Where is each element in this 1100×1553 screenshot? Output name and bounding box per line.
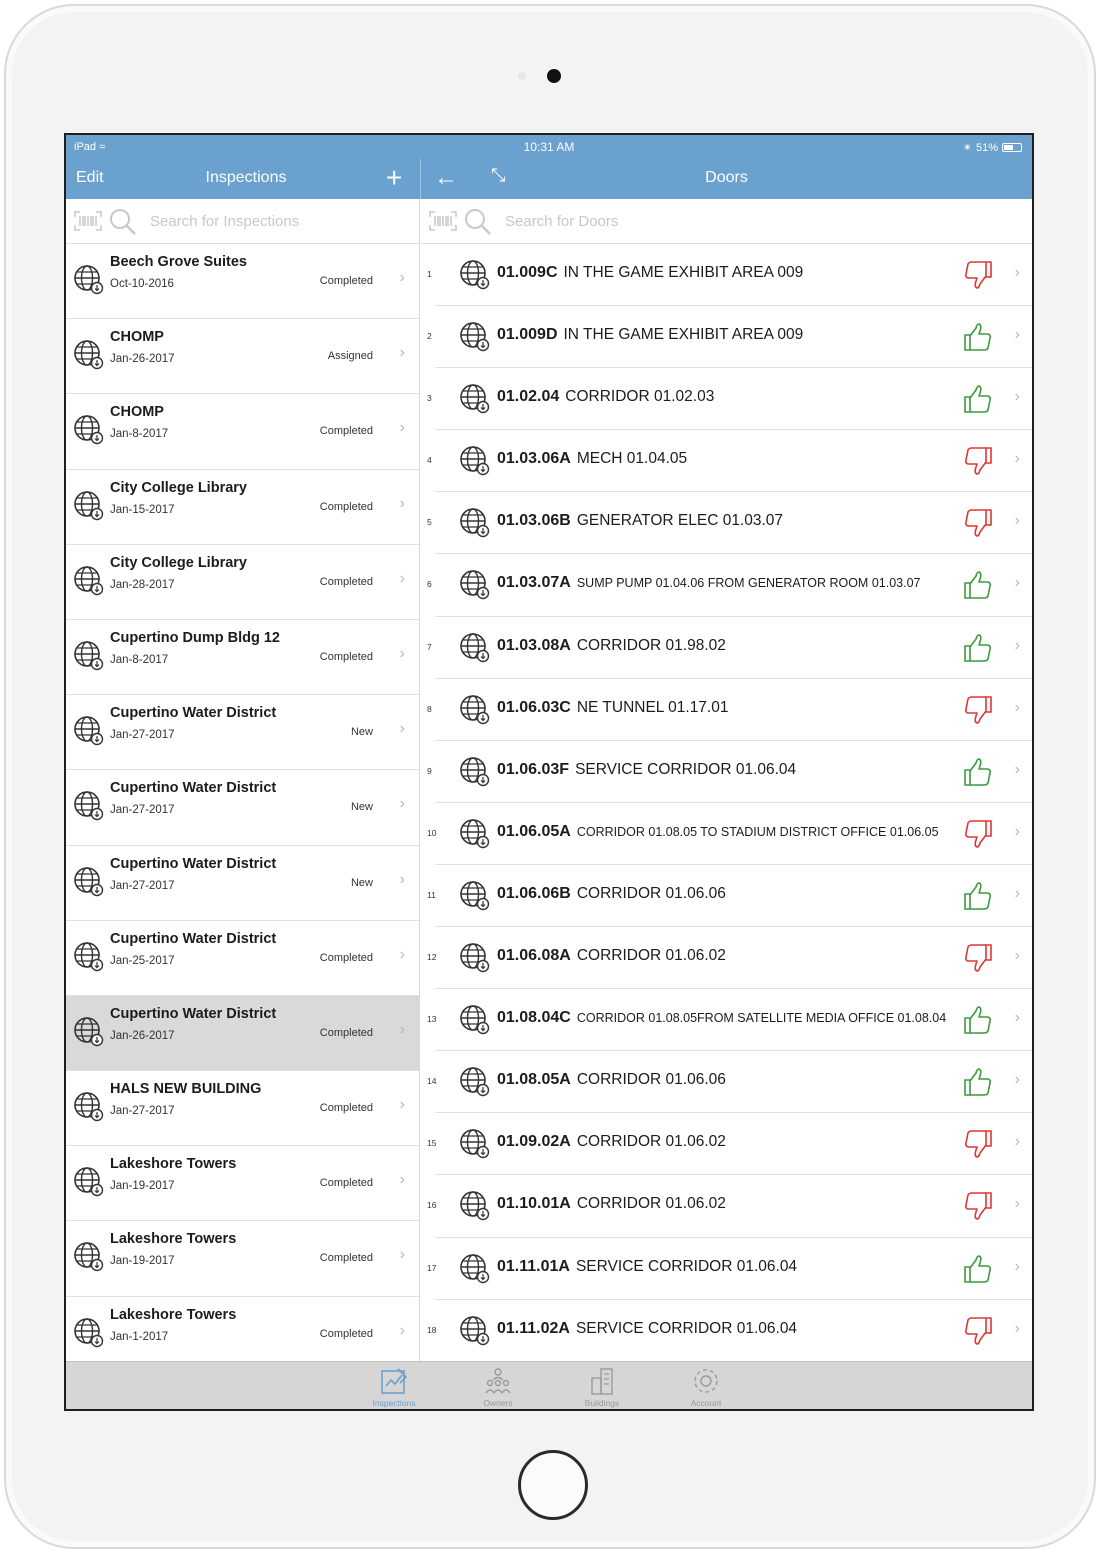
inspection-date: Jan-15-2017: [110, 503, 175, 516]
doors-title: Doors: [705, 169, 748, 186]
chevron-right-icon: ›: [1014, 264, 1020, 281]
inspection-name: Cupertino Water District: [110, 1005, 277, 1022]
inspection-row[interactable]: [66, 620, 419, 695]
inspection-row[interactable]: [66, 1071, 419, 1146]
door-code: 01.03.06B: [497, 512, 571, 530]
globe-download-icon: [459, 756, 491, 788]
inspection-status: Assigned: [327, 350, 373, 363]
inspection-status: New: [350, 726, 373, 739]
door-row[interactable]: [421, 865, 1032, 927]
doors-search-bar: [421, 199, 1032, 244]
inspection-row[interactable]: [66, 996, 419, 1071]
thumbs-up-icon[interactable]: [962, 383, 994, 415]
inspection-row[interactable]: [66, 470, 419, 545]
door-code: 01.09.02A: [497, 1133, 571, 1151]
inspection-name: HALS NEW BUILDING: [110, 1081, 262, 1098]
tab-label: Inspections: [372, 1398, 416, 1408]
globe-download-icon: [73, 264, 105, 296]
chevron-right-icon: ›: [1014, 1133, 1020, 1151]
door-row[interactable]: [421, 430, 1032, 492]
globe-download-icon: [73, 1091, 105, 1123]
door-row[interactable]: [421, 1238, 1032, 1300]
chevron-right-icon: ›: [1014, 574, 1020, 592]
door-label: [497, 1320, 797, 1338]
inspection-name: Lakeshore Towers: [110, 1156, 237, 1173]
inspection-status: Completed: [319, 425, 373, 438]
chevron-right-icon: ›: [399, 1020, 405, 1038]
door-description: SERVICE CORRIDOR 01.06.04: [575, 1319, 798, 1337]
chevron-right-icon: ›: [1014, 1195, 1020, 1213]
door-label: [497, 450, 687, 468]
chevron-right-icon: ›: [399, 344, 405, 362]
door-description: CORRIDOR 01.06.06: [576, 884, 726, 902]
status-right: [963, 141, 1022, 154]
chevron-right-icon: ›: [1014, 884, 1020, 902]
door-index: 18: [427, 1324, 437, 1335]
door-label: [497, 823, 939, 841]
door-label: [497, 326, 803, 344]
globe-download-icon: [73, 640, 105, 672]
door-index: 5: [427, 517, 432, 528]
inspection-date: Jan-19-2017: [110, 1180, 175, 1193]
door-index: 6: [427, 579, 432, 590]
door-row[interactable]: [421, 741, 1032, 803]
door-description: CORRIDOR 01.06.02: [576, 1133, 726, 1151]
door-description: CORRIDOR 01.98.02: [576, 636, 726, 654]
thumbs-up-icon[interactable]: [962, 569, 994, 601]
door-index: 14: [427, 1076, 437, 1087]
inspection-name: Cupertino Dump Bldg 12: [110, 629, 280, 646]
door-code: 01.06.03C: [497, 698, 571, 716]
door-code: 01.06.03F: [497, 760, 570, 778]
door-label: [497, 1009, 946, 1027]
inspection-date: Jan-26-2017: [110, 353, 175, 366]
inspection-name: CHOMP: [110, 329, 164, 346]
chevron-right-icon: ›: [399, 1171, 405, 1189]
chevron-right-icon: ›: [399, 419, 405, 437]
chevron-right-icon: ›: [399, 870, 405, 888]
chevron-right-icon: ›: [1014, 947, 1020, 965]
door-label: [497, 1258, 797, 1276]
tab-buildings[interactable]: [562, 1366, 642, 1408]
globe-download-icon: [459, 694, 491, 726]
thumbs-down-icon[interactable]: [962, 507, 994, 539]
thumbs-up-icon[interactable]: [962, 1066, 994, 1098]
door-description: SERVICE CORRIDOR 01.06.04: [575, 760, 797, 778]
expand-icon[interactable]: ⤡: [491, 165, 506, 185]
inspection-row[interactable]: [66, 319, 419, 394]
inspection-row[interactable]: [66, 846, 419, 921]
thumbs-up-icon[interactable]: [962, 756, 994, 788]
door-row[interactable]: [421, 368, 1032, 430]
door-description: CORRIDOR 01.08.05FROM SATELLITE MEDIA OFFICE 01.08.04: [576, 1011, 947, 1026]
inspection-row[interactable]: [66, 921, 419, 996]
door-label: [497, 1195, 726, 1213]
door-description: IN THE GAME EXHIBIT AREA 009: [563, 264, 804, 281]
door-code: 01.11.02A: [497, 1319, 570, 1337]
globe-download-icon: [459, 1004, 491, 1036]
tab-label: Buildings: [584, 1398, 620, 1408]
status-device: iPad ≈: [74, 141, 106, 153]
door-label: [497, 947, 726, 965]
globe-download-icon: [459, 818, 491, 850]
door-code: 01.06.08A: [497, 947, 571, 965]
inspection-status: New: [350, 876, 373, 889]
door-description: MECH 01.04.05: [576, 450, 688, 468]
globe-download-icon: [459, 1128, 491, 1160]
chevron-right-icon: ›: [1014, 698, 1020, 716]
globe-download-icon: [73, 1317, 105, 1349]
door-index: 4: [427, 455, 432, 466]
chevron-right-icon: ›: [399, 1096, 405, 1114]
back-arrow-icon[interactable]: ←: [434, 164, 458, 191]
chevron-right-icon: ›: [399, 269, 405, 286]
door-index: 9: [427, 765, 432, 776]
thumbs-up-icon[interactable]: [962, 1253, 994, 1285]
door-index: 7: [427, 641, 432, 652]
inspection-status: Completed: [319, 275, 373, 287]
chevron-right-icon: ›: [1014, 512, 1020, 530]
door-code: 01.02.04: [497, 388, 560, 406]
barcode-scan-icon[interactable]: [74, 211, 102, 231]
tab-inspections[interactable]: [354, 1366, 434, 1408]
door-description: CORRIDOR 01.06.02: [576, 947, 726, 965]
globe-download-icon: [73, 1241, 105, 1273]
edit-button[interactable]: Edit: [76, 169, 104, 186]
home-button[interactable]: [518, 1450, 588, 1520]
thumbs-up-icon[interactable]: [962, 632, 994, 664]
globe-download-icon: [73, 1016, 105, 1048]
chevron-right-icon: ›: [1014, 822, 1020, 840]
door-index: 2: [427, 331, 432, 342]
chevron-right-icon: ›: [399, 644, 405, 662]
door-code: 01.08.05A: [497, 1071, 571, 1089]
globe-download-icon: [459, 632, 491, 664]
inspections-icon: [378, 1366, 410, 1396]
globe-download-icon: [459, 321, 491, 353]
door-code: 01.08.04C: [497, 1009, 571, 1027]
thumbs-up-icon[interactable]: [962, 880, 994, 912]
inspection-status: Completed: [319, 1177, 373, 1190]
inspection-name: Beech Grove Suites: [110, 254, 247, 270]
door-description: GENERATOR ELEC 01.03.07: [576, 512, 784, 530]
battery-percent: 51%: [975, 141, 998, 154]
doors-search-input[interactable]: [505, 209, 745, 233]
globe-download-icon: [459, 1253, 491, 1285]
globe-download-icon: [73, 565, 105, 597]
owners-icon: [482, 1366, 514, 1396]
inspection-date: Jan-25-2017: [110, 954, 175, 967]
door-row[interactable]: [421, 617, 1032, 679]
inspection-row[interactable]: [66, 545, 419, 620]
globe-download-icon: [459, 259, 491, 291]
globe-download-icon: [73, 490, 105, 522]
inspection-date: Jan-19-2017: [110, 1255, 175, 1268]
door-index: 1: [427, 269, 432, 279]
front-camera: [547, 69, 561, 83]
door-code: 01.10.01A: [497, 1195, 571, 1213]
door-description: SUMP PUMP 01.04.06 FROM GENERATOR ROOM 01.03.07: [576, 576, 921, 591]
door-index: 8: [427, 703, 432, 714]
door-label: [497, 1133, 726, 1151]
inspection-name: Cupertino Water District: [110, 855, 277, 872]
globe-download-icon: [73, 715, 105, 747]
door-index: 11: [427, 889, 436, 900]
globe-download-icon: [459, 1315, 491, 1347]
door-label: [497, 637, 726, 655]
chevron-right-icon: ›: [1014, 1009, 1020, 1027]
inspection-date: Jan-8-2017: [110, 428, 169, 441]
door-row[interactable]: [421, 1300, 1032, 1362]
door-row[interactable]: [421, 1113, 1032, 1175]
inspection-name: Cupertino Water District: [110, 930, 277, 947]
tab-label: Owners: [483, 1398, 513, 1408]
search-icon: [108, 207, 138, 237]
navigation-bar: [66, 159, 1032, 199]
thumbs-down-icon[interactable]: [962, 942, 994, 974]
door-label: [497, 699, 728, 717]
thumbs-down-icon[interactable]: [962, 259, 994, 291]
inspection-date: Jan-27-2017: [110, 879, 175, 892]
inspection-status: Completed: [319, 1252, 373, 1265]
door-code: 01.03.06A: [497, 450, 571, 468]
inspection-date: Jan-26-2017: [110, 1029, 175, 1042]
door-code: 01.009C: [497, 264, 558, 281]
bluetooth-icon: ✴: [962, 142, 972, 154]
door-row[interactable]: [421, 679, 1032, 741]
inspection-date: Jan-8-2017: [110, 653, 169, 666]
chevron-right-icon: ›: [1014, 1071, 1020, 1089]
ambient-sensor: [518, 72, 526, 80]
add-inspection-button[interactable]: +: [386, 162, 403, 193]
tab-bar: [66, 1361, 1032, 1411]
door-row[interactable]: [421, 1175, 1032, 1237]
thumbs-down-icon[interactable]: [962, 1315, 994, 1347]
thumbs-down-icon[interactable]: [962, 1128, 994, 1160]
door-description: CORRIDOR 01.02.03: [565, 388, 715, 406]
search-icon: [463, 207, 493, 237]
chevron-right-icon: ›: [1014, 450, 1020, 468]
inspection-row[interactable]: [66, 770, 419, 845]
inspection-date: Jan-27-2017: [110, 804, 175, 817]
chevron-right-icon: ›: [1014, 1319, 1020, 1337]
globe-download-icon: [459, 445, 491, 477]
door-label: [497, 264, 803, 282]
chevron-right-icon: ›: [399, 569, 405, 587]
status-bar: [66, 135, 1032, 159]
tab-label: Account: [690, 1398, 722, 1408]
globe-download-icon: [459, 942, 491, 974]
inspection-date: Jan-1-2017: [110, 1330, 169, 1343]
door-code: 01.03.07A: [497, 574, 571, 592]
inspection-status: New: [350, 801, 373, 814]
globe-download-icon: [73, 414, 105, 446]
door-label: [497, 761, 796, 779]
door-label: [497, 574, 920, 592]
door-description: CORRIDOR 01.06.06: [576, 1071, 726, 1089]
tab-owners[interactable]: [458, 1366, 538, 1408]
inspection-row[interactable]: [66, 1146, 419, 1221]
thumbs-up-icon[interactable]: [962, 1004, 994, 1036]
inspection-name: City College Library: [110, 479, 247, 496]
inspection-date: Oct-10-2016: [110, 278, 174, 290]
tab-account[interactable]: [666, 1366, 746, 1408]
inspection-row[interactable]: [66, 695, 419, 770]
inspections-title: Inspections: [205, 169, 287, 186]
doors-list: [421, 244, 1032, 1362]
chevron-right-icon: ›: [399, 1246, 405, 1264]
door-code: 01.06.05A: [497, 822, 571, 840]
buildings-icon: [586, 1366, 618, 1396]
door-label: [497, 885, 726, 903]
inspection-status: Completed: [319, 575, 373, 588]
door-description: CORRIDOR 01.08.05 TO STADIUM DISTRICT OFFICE 01.06.05: [576, 824, 939, 839]
door-code: 01.03.08A: [497, 636, 571, 654]
door-label: [497, 388, 714, 406]
door-label: [497, 512, 783, 530]
door-description: IN THE GAME EXHIBIT AREA 009: [563, 326, 804, 344]
chevron-right-icon: ›: [1014, 760, 1020, 778]
door-index: 16: [427, 1200, 437, 1211]
chevron-right-icon: ›: [399, 945, 405, 963]
door-row[interactable]: [421, 927, 1032, 989]
ipad-screen: [64, 133, 1034, 1411]
globe-download-icon: [459, 569, 491, 601]
inspection-status: Completed: [319, 1026, 373, 1039]
status-time: 10:31 AM: [523, 140, 575, 154]
battery-icon: [1002, 143, 1022, 152]
globe-download-icon: [459, 880, 491, 912]
door-code: 01.009D: [497, 326, 558, 344]
globe-download-icon: [459, 507, 491, 539]
thumbs-down-icon[interactable]: [962, 445, 994, 477]
door-row[interactable]: [421, 803, 1032, 865]
thumbs-down-icon[interactable]: [962, 1190, 994, 1222]
inspection-name: Cupertino Water District: [110, 780, 277, 797]
globe-download-icon: [459, 383, 491, 415]
wifi-icon: ≈: [99, 141, 106, 153]
door-index: 17: [427, 1262, 437, 1273]
inspection-date: Jan-27-2017: [110, 1105, 175, 1118]
chevron-right-icon: ›: [399, 720, 405, 738]
door-code: 01.11.01A: [497, 1257, 570, 1275]
barcode-scan-icon[interactable]: [429, 211, 457, 231]
door-code: 01.06.06B: [497, 884, 571, 902]
globe-download-icon: [459, 1066, 491, 1098]
globe-download-icon: [73, 790, 105, 822]
door-row[interactable]: [421, 244, 1032, 306]
inspection-status: Completed: [319, 1102, 373, 1115]
inspections-search-bar: [66, 199, 419, 244]
door-index: 15: [427, 1138, 437, 1149]
chevron-right-icon: ›: [399, 1321, 405, 1339]
inspection-name: Lakeshore Towers: [110, 1306, 237, 1323]
inspection-name: Cupertino Water District: [110, 705, 277, 722]
inspections-list: [66, 244, 419, 1372]
inspections-search-input[interactable]: [150, 209, 390, 233]
inspection-date: Jan-27-2017: [110, 729, 175, 742]
doors-pane: [421, 199, 1032, 1361]
inspection-status: Completed: [319, 951, 373, 964]
inspection-name: Lakeshore Towers: [110, 1231, 237, 1248]
inspection-row[interactable]: [66, 1221, 419, 1296]
door-row[interactable]: [421, 1051, 1032, 1113]
chevron-right-icon: ›: [1014, 388, 1020, 406]
inspection-status: Completed: [319, 1327, 373, 1340]
globe-download-icon: [73, 941, 105, 973]
inspections-pane: [66, 199, 420, 1361]
thumbs-up-icon[interactable]: [962, 321, 994, 353]
door-row[interactable]: [421, 492, 1032, 554]
chevron-right-icon: ›: [1014, 326, 1020, 344]
globe-download-icon: [73, 866, 105, 898]
door-row[interactable]: [421, 989, 1032, 1051]
chevron-right-icon: ›: [1014, 636, 1020, 654]
gear-icon: [690, 1366, 722, 1396]
door-row[interactable]: [421, 554, 1032, 616]
door-label: [497, 1071, 726, 1089]
thumbs-down-icon[interactable]: [962, 818, 994, 850]
door-description: NE TUNNEL 01.17.01: [576, 698, 729, 716]
inspection-name: City College Library: [110, 554, 247, 571]
door-index: 3: [427, 393, 432, 404]
thumbs-down-icon[interactable]: [962, 694, 994, 726]
inspection-status: Completed: [319, 500, 373, 513]
door-index: 12: [427, 952, 437, 963]
chevron-right-icon: ›: [1014, 1257, 1020, 1275]
inspection-date: Jan-28-2017: [110, 578, 175, 591]
globe-download-icon: [73, 339, 105, 371]
chevron-right-icon: ›: [399, 795, 405, 813]
door-description: SERVICE CORRIDOR 01.06.04: [575, 1257, 798, 1275]
inspection-row[interactable]: [66, 394, 419, 469]
door-index: 10: [427, 827, 437, 838]
door-description: CORRIDOR 01.06.02: [576, 1195, 726, 1213]
inspection-row[interactable]: [66, 244, 419, 319]
door-row[interactable]: [421, 306, 1032, 368]
inspection-status: Completed: [319, 650, 373, 663]
inspection-name: CHOMP: [110, 404, 164, 421]
globe-download-icon: [73, 1166, 105, 1198]
door-index: 13: [427, 1014, 437, 1025]
chevron-right-icon: ›: [399, 494, 405, 512]
globe-download-icon: [459, 1190, 491, 1222]
